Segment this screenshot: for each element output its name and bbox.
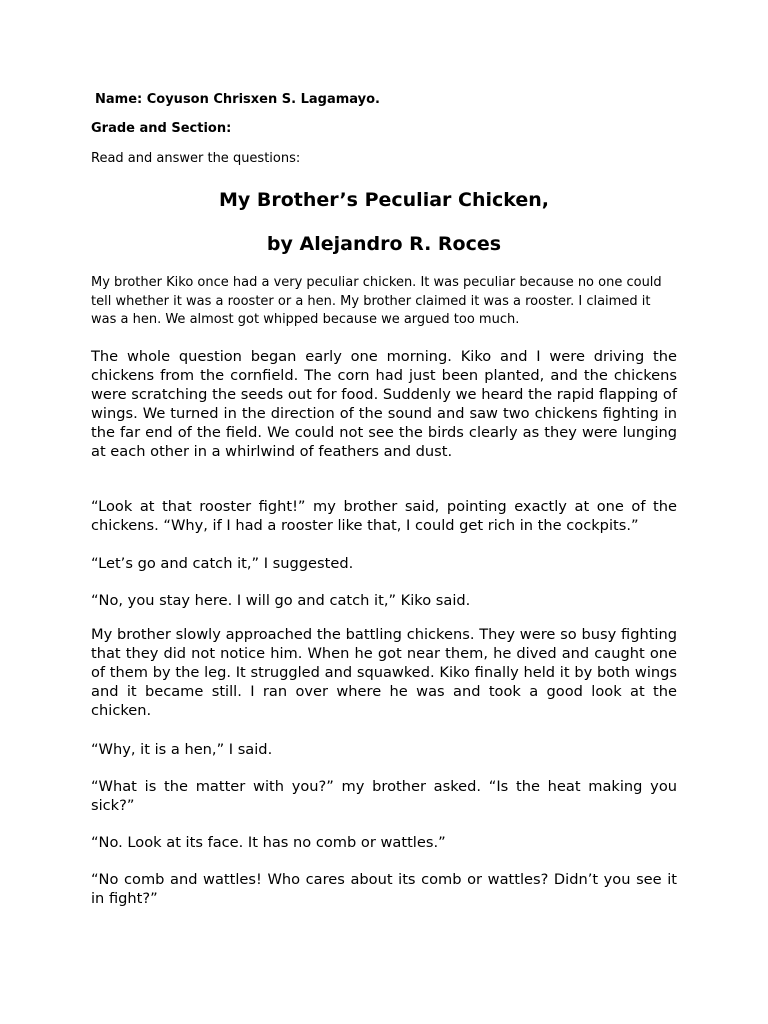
story-paragraph: “No comb and wattles! Who cares about its comb or wattles? Didn’t you see it in fight?” bbox=[91, 871, 677, 908]
instructions: Read and answer the questions: bbox=[91, 151, 301, 166]
story-paragraph: “Why, it is a hen,” I said. bbox=[91, 741, 273, 758]
story-paragraph: “What is the matter with you?” my brother asked. “Is the heat making you sick?” bbox=[91, 778, 677, 815]
story-paragraph: “No. Look at its face. It has no comb or wattles.” bbox=[91, 834, 446, 851]
grade-and-section: Grade and Section: bbox=[91, 121, 232, 136]
story-intro: My brother Kiko once had a very peculiar chicken. It was peculiar because no one could tell whether it was a rooster or a hen. My brother claimed it was a rooster. I claimed it was a hen. We almost got whipped because we argued too much. bbox=[91, 275, 662, 328]
story-title: My Brother’s Peculiar Chicken, bbox=[218, 189, 550, 211]
student-name: Name: Coyuson Chrisxen S. Lagamayo. bbox=[95, 92, 380, 107]
story-paragraph: “No, you stay here. I will go and catch it,” Kiko said. bbox=[91, 592, 471, 609]
story-paragraph: “Let’s go and catch it,” I suggested. bbox=[91, 555, 354, 572]
story-paragraph: The whole question began early one morning. Kiko and I were driving the chickens from the cornfield. The corn had just been planted, and the chickens were scratching the seeds out for food. Suddenly we heard the rapid flapping of wings. We turned in the direction of the sound and saw two chickens fighting in the far end of the field. We could not see the birds clearly as they were lunging at each other in a whirlwind of feathers and dust. bbox=[91, 348, 677, 461]
story-author: by Alejandro R. Roces bbox=[266, 233, 502, 255]
story-paragraph: My brother slowly approached the battling chickens. They were so busy fighting that they did not notice him. When he got near them, he dived and caught one of them by the leg. It struggled and squawked. Kiko finally held it by both wings and it became still. I ran over where he was and took a good look at the chicken. bbox=[91, 626, 677, 720]
story-paragraph: “Look at that rooster fight!” my brother said, pointing exactly at one of the chickens. “Why, if I had a rooster like that, I could get rich in the cockpits.” bbox=[91, 498, 677, 535]
